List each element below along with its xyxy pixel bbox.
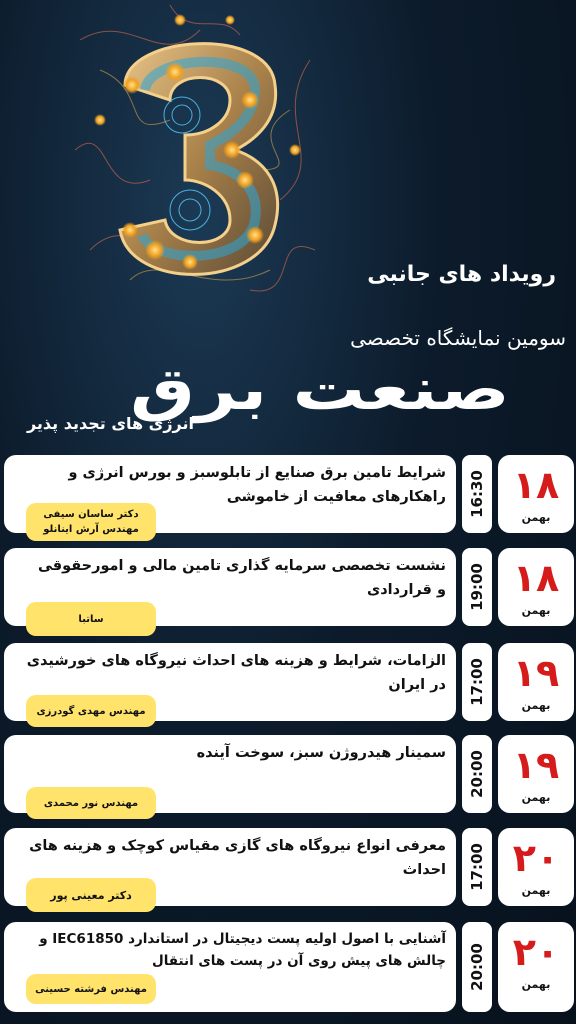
side-events-title: رویداد های جانبی: [367, 262, 556, 287]
event-day: ۱۹: [512, 651, 560, 695]
speaker-badge: [26, 878, 156, 912]
event-row: [4, 922, 574, 1000]
event-topic: معرفی انواع نیروگاه های گازی مقیاس کوچک و هزینه های احداث: [29, 838, 446, 878]
event-month: بهمن: [521, 511, 551, 524]
event-month: بهمن: [521, 604, 551, 617]
event-month: بهمن: [521, 699, 551, 712]
event-day: ۱۹: [512, 743, 560, 787]
event-row: [4, 735, 574, 813]
speaker-name: مهندس آرش اینانلو: [43, 524, 139, 535]
event-time-text: 20:00: [468, 943, 486, 991]
event-time: [462, 735, 492, 813]
event-card: [4, 548, 456, 626]
event-month: بهمن: [521, 791, 551, 804]
event-card: [4, 735, 456, 813]
event-topic: الزامات، شرایط و هزینه های احداث نیروگاه های خورشیدی در ایران: [26, 653, 446, 693]
speaker-name: دکتر معینی پور: [50, 888, 132, 902]
speaker-name: مهندس فرشته حسینی: [35, 983, 147, 995]
event-topic: سمینار هیدروژن سبز، سوخت آینده: [196, 745, 446, 761]
exhibition-main-title: صنعت برق: [130, 355, 510, 423]
event-month: بهمن: [521, 884, 551, 897]
event-time-text: 20:00: [468, 750, 486, 798]
exhibition-tagline: انرژی های تجدید پذیر: [26, 414, 194, 433]
event-time: [462, 643, 492, 721]
event-day: ۱۸: [512, 463, 560, 507]
event-card: [4, 828, 456, 906]
event-row: [4, 455, 574, 533]
event-card: [4, 643, 456, 721]
event-topic: شرایط تامین برق صنایع از تابلوسبز و بورس انرژی و راهکارهای معافیت از خاموشی: [68, 465, 446, 505]
event-time: [462, 455, 492, 533]
event-time-text: 19:00: [468, 563, 486, 611]
event-time: [462, 828, 492, 906]
event-card: [4, 922, 456, 1012]
speaker-badge: [26, 787, 156, 819]
speaker-name: ساتبا: [78, 613, 104, 625]
event-day: ۲۰: [512, 836, 560, 880]
event-date: [498, 922, 574, 1012]
event-date: [498, 735, 574, 813]
event-time-text: 17:00: [468, 658, 486, 706]
event-row: [4, 828, 574, 906]
exhibition-subtitle: سومین نمایشگاه تخصصی: [350, 326, 566, 350]
event-date: [498, 455, 574, 533]
event-card: [4, 455, 456, 533]
speaker-name: مهندس نور محمدی: [43, 797, 139, 809]
event-topic: آشنایی با اصول اولیه پست دیجیتال در استاندارد IEC61850 و چالش های پیش روی آن در پست های انتقال: [39, 931, 446, 969]
event-row: [4, 548, 574, 626]
speaker-badge: [26, 503, 156, 541]
event-date: [498, 828, 574, 906]
event-row: [4, 643, 574, 721]
speaker-badge: [26, 695, 156, 727]
speaker-badge: [26, 602, 156, 636]
event-date: [498, 643, 574, 721]
event-time: [462, 922, 492, 1012]
event-date: [498, 548, 574, 626]
event-time-text: 17:00: [468, 843, 486, 891]
event-topic: نشست تخصصی سرمایه گذاری تامین مالی و امورحقوقی و قراردادی: [37, 558, 446, 598]
hero-number-three-image: [70, 0, 320, 310]
event-time-text: 16:30: [468, 470, 486, 518]
event-day: ۱۸: [512, 556, 560, 600]
speaker-name: دکتر ساسان سیفی: [43, 509, 139, 520]
speaker-badge: [26, 974, 156, 1004]
event-time: [462, 548, 492, 626]
event-day: ۲۰: [512, 930, 560, 974]
event-month: بهمن: [521, 978, 551, 991]
speaker-name: مهندس مهدی گودرزی: [36, 705, 146, 717]
